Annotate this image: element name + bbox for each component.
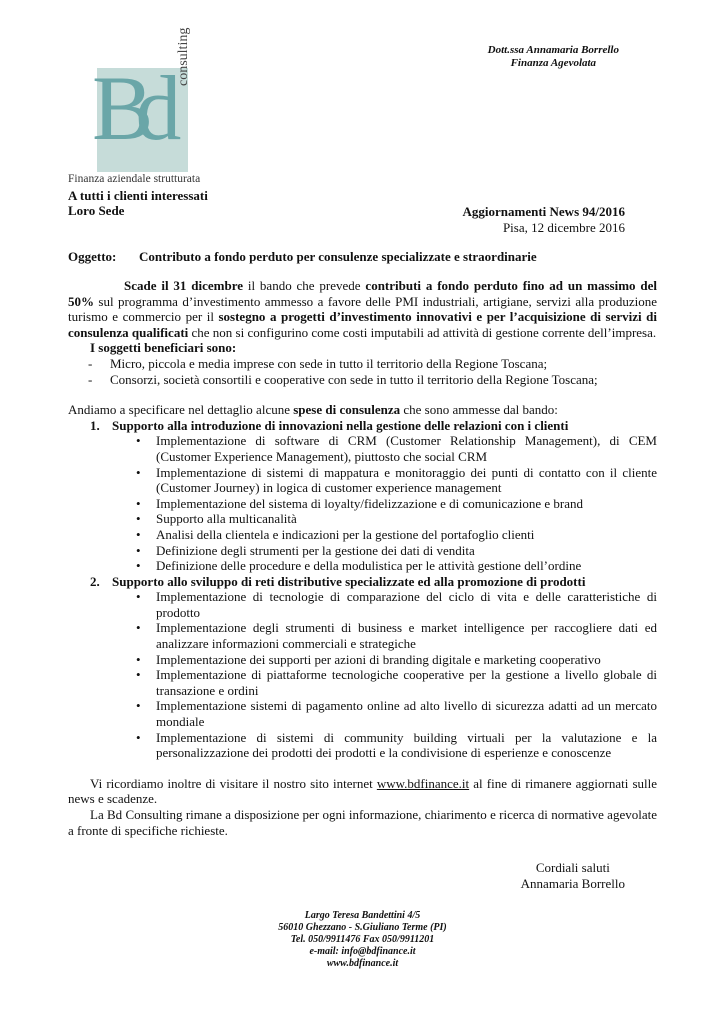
footer-city: 56010 Ghezzano - S.Giuliano Terme (PI): [278, 922, 447, 933]
news-date: Pisa, 12 dicembre 2016: [502, 220, 625, 235]
section-1-items: [112, 433, 657, 573]
list-item: • Implementazione sistemi di pagamento online ad alto livello di sicurezza adatti ad un mercato mondiale: [134, 698, 657, 729]
section-2: [68, 574, 657, 761]
closing-block: [521, 860, 625, 892]
footer-website: www.bdfinance.it: [326, 958, 399, 969]
beneficiaries-heading-text: I soggetti beneficiari sono:: [90, 340, 237, 356]
list-item: • Supporto alla multicanalità: [134, 511, 657, 527]
subject-text: Contributo a fondo perduto per consulenze specializzate e straordinarie: [139, 249, 537, 264]
reminder-text-2: al fine di rimanere aggiornati sulle news e scadenze.: [68, 775, 658, 807]
footer-email: e-mail: info@bdfinance.it: [309, 946, 416, 957]
news-title: Aggiornamenti News 94/2016: [462, 204, 625, 219]
services-intro-text-1: Andiamo a specificare nel dettaglio alcune: [68, 402, 294, 418]
letter-body: [68, 278, 657, 838]
intro-text-1: il bando che prevede: [243, 278, 366, 293]
company-logo: [68, 27, 214, 186]
recipient-line1: A tutti i clienti interessati: [68, 188, 208, 203]
intro-grant: contributi a fondo perduto fino ad un massimo del 50%: [68, 278, 657, 309]
closing-signature: Annamaria Borrello: [520, 876, 625, 891]
sender-name: Dott.ssa Annamaria Borrello: [487, 44, 619, 56]
list-item: • Implementazione di piattaforme tecnologiche cooperative per la gestione a livello globale di transazione e ordini: [134, 667, 657, 698]
list-item: • Implementazione degli strumenti di business e market intelligence per raccogliere dati ed analizzare informazioni commerciali e strategiche: [134, 620, 657, 651]
availability-paragraph: La Bd Consulting rimane a disposizione per ogni informazione, chiarimento e ricerca di normative agevolate a fronte di specifiche richieste.: [68, 807, 657, 838]
recipient-block: [68, 188, 208, 218]
closing-greeting: Cordiali saluti: [535, 860, 610, 875]
services-intro-text-2: che sono ammesse dal bando:: [400, 402, 558, 418]
list-item: • Implementazione di sistemi di mappatura e monitoraggio dei punti di contatto con il cliente (Customer Journey) in logica di customer experience management: [134, 465, 657, 496]
section-number: 2.: [90, 573, 100, 589]
intro-text-3: che non si configurino come costi imputabili ad attività di gestione corrente dell’impresa.: [188, 324, 657, 340]
footer-address: Largo Teresa Bandettini 4/5: [304, 910, 421, 921]
services-intro: [68, 402, 657, 418]
website-link[interactable]: www.bdfinance.it: [376, 775, 470, 791]
footer: [0, 910, 725, 970]
services-intro-bold: spese di consulenza: [293, 402, 401, 418]
services-list: [68, 418, 657, 761]
footer-phone: Tel. 050/9911476 Fax 050/9911201: [290, 934, 435, 945]
subject-label: Oggetto:: [68, 249, 117, 264]
list-item: • Implementazione di software di CRM (Customer Relationship Management), di CEM (Customer Experience Management), piuttosto che social CRM: [134, 433, 657, 464]
sender-role: Finanza Agevolata: [510, 57, 597, 69]
list-item: • Implementazione dei supporti per azioni di branding digitale e marketing cooperativo: [134, 652, 657, 668]
list-item: • Analisi della clientela e indicazioni per la gestione del portafoglio clienti: [134, 527, 657, 543]
list-item: • Implementazione di tecnologie di comparazione del ciclo di vita e delle caratteristiche di prodotto: [134, 589, 657, 620]
list-item: - Consorzi, società consortili e cooperative con sede in tutto il territorio della Regione Toscana;: [88, 372, 657, 388]
intro-paragraph: [68, 278, 657, 340]
section-title: Supporto alla introduzione di innovazioni nella gestione delle relazioni con i clienti: [112, 417, 569, 433]
list-item: • Implementazione del sistema di loyalty/fidelizzazione e di comunicazione e brand: [134, 496, 657, 512]
news-block: [463, 204, 626, 236]
section-number: 1.: [90, 417, 100, 433]
logo-caption: Finanza aziendale strutturata: [68, 173, 201, 185]
reminder-paragraph: [68, 776, 657, 807]
logo-letters: Bd: [92, 57, 164, 159]
logo-word: consulting: [176, 27, 191, 86]
intro-purpose: sostegno a progetti d’investimento innovativi e per l’acquisizione di servizi di consulenza qualificati: [68, 309, 657, 340]
list-item: - Micro, piccola e media imprese con sede in tutto il territorio della Regione Toscana;: [88, 356, 657, 372]
sender-block: [488, 44, 619, 70]
section-2-items: [112, 589, 657, 761]
reminder-text-1: Vi ricordiamo inoltre di visitare il nostro sito internet: [90, 775, 377, 791]
intro-text-2: sul programma d’investimento ammesso a favore delle PMI industriali, artigiane, servizi alla produzione turismo e commercio per il: [68, 293, 657, 325]
intro-deadline: Scade il 31 dicembre: [124, 278, 244, 293]
beneficiaries-list: [68, 356, 657, 387]
section-1: [68, 418, 657, 574]
section-title: Supporto allo sviluppo di reti distributive specializzate ed alla promozione di prodotti: [112, 573, 586, 589]
subject-line: [68, 249, 537, 265]
list-item: • Definizione degli strumenti per la gestione dei dati di vendita: [134, 543, 657, 559]
recipient-line2: Loro Sede: [68, 203, 125, 218]
beneficiaries-heading: [68, 340, 657, 356]
list-item: • Definizione delle procedure e della modulistica per le attività gestione dell’ordine: [134, 558, 657, 574]
list-item: • Implementazione di sistemi di community building virtuali per la valutazione e la personalizzazione dei prodotti dei prodotti e la condivisione di esperienze e conoscenze: [134, 730, 657, 761]
